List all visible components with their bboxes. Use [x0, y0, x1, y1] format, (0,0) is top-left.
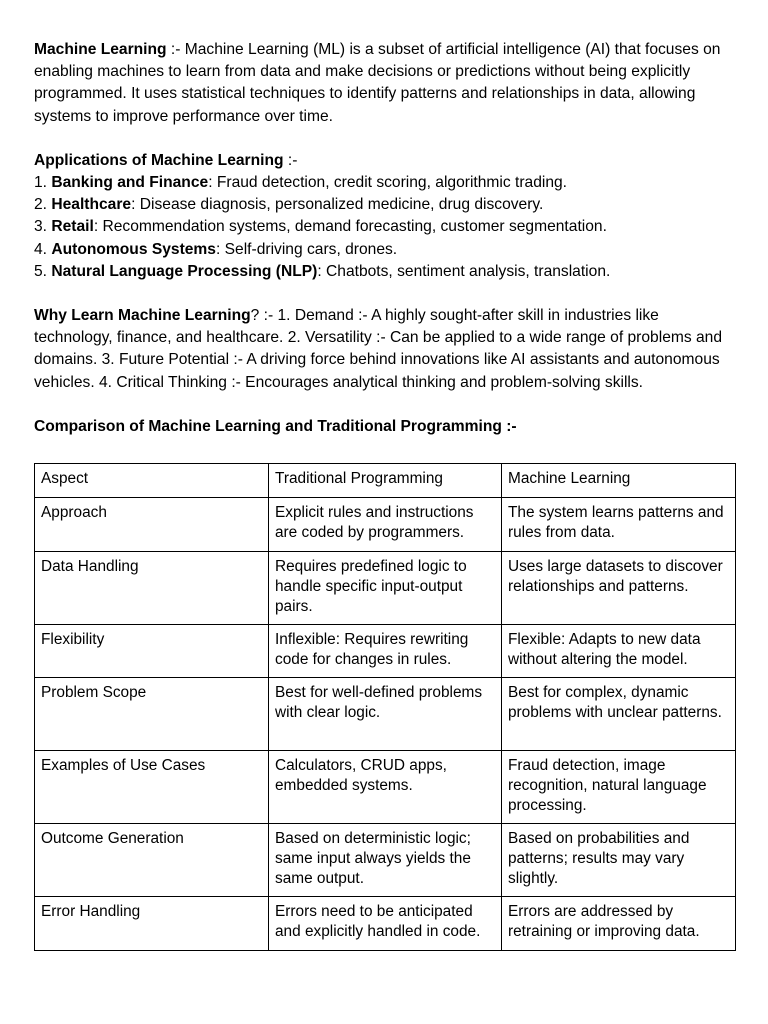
table-row: [35, 897, 736, 951]
list-item-term: Natural Language Processing (NLP): [51, 262, 318, 280]
table-row: [35, 824, 736, 897]
list-item-number: 1.: [34, 174, 52, 192]
why-heading: Why Learn Machine Learning: [34, 307, 251, 325]
table-cell: Examples of Use Cases: [35, 751, 269, 824]
table-cell: Based on probabilities and patterns; results may vary slightly.: [502, 824, 736, 897]
table-cell: Approach: [35, 498, 269, 552]
table-cell: Data Handling: [35, 552, 269, 625]
table-cell: Errors are addressed by retraining or improving data.: [502, 897, 736, 951]
list-item-number: 4.: [34, 240, 52, 258]
table-cell: Uses large datasets to discover relationships and patterns.: [502, 552, 736, 625]
table-cell: Calculators, CRUD apps, embedded systems.: [269, 751, 502, 824]
list-item-term: Retail: [51, 218, 94, 236]
list-item-number: 3.: [34, 218, 52, 236]
table-header-cell: Aspect: [35, 464, 269, 498]
list-item: [34, 261, 736, 283]
table-row: [35, 498, 736, 552]
list-item-description: : Self-driving cars, drones.: [215, 240, 398, 258]
comparison-heading-text: Comparison of Machine Learning and Traditional Programming :-: [34, 417, 517, 435]
list-item-description: : Disease diagnosis, personalized medicine, drug discovery.: [131, 196, 544, 214]
table-header-row: [35, 464, 736, 498]
table-cell: The system learns patterns and rules from data.: [502, 498, 736, 552]
table-cell: Flexible: Adapts to new data without altering the model.: [502, 625, 736, 678]
comparison-table: [34, 463, 736, 951]
intro-term: Machine Learning: [34, 41, 167, 58]
table-header-cell: Machine Learning: [502, 464, 736, 498]
list-item: [34, 172, 736, 194]
list-item-description: : Chatbots, sentiment analysis, translation.: [317, 262, 611, 280]
list-item: [34, 194, 736, 216]
table-cell: Errors need to be anticipated and explicitly handled in code.: [269, 897, 502, 951]
table-row: [35, 751, 736, 824]
intro-text: :- Machine Learning (ML) is a subset of artificial intelligence (AI) that focuses on enabling machines to learn from data and make decisions or predictions without being explicitly programmed. It uses statistical techniques to identify patterns and relationships in data, allowing systems to improve performance over time.: [34, 41, 721, 125]
table-header-cell: Traditional Programming: [269, 464, 502, 498]
applications-heading-suffix: :-: [283, 151, 298, 169]
list-item-description: : Recommendation systems, demand forecasting, customer segmentation.: [93, 218, 607, 236]
applications-heading: [34, 150, 736, 172]
document-page: [34, 39, 736, 951]
intro-paragraph: [34, 39, 736, 128]
list-item-term: Autonomous Systems: [51, 240, 216, 258]
list-item-description: : Fraud detection, credit scoring, algorithmic trading.: [208, 174, 568, 192]
why-text: ? :- 1. Demand :- A highly sought-after skill in industries like technology, finance, and healthcare. 2. Versatility :- Can be applied to a wide range of problems and domains. 3. Future Potential :- A driving force behind innovations like AI assistants and autonomous vehicles. 4. Critical Thinking :- Encourages analytical thinking and problem-solving skills.: [34, 307, 722, 391]
table-cell: Best for well-defined problems with clear logic.: [269, 678, 502, 751]
list-item-term: Healthcare: [51, 196, 132, 214]
table-cell: Outcome Generation: [35, 824, 269, 897]
list-item-term: Banking and Finance: [51, 174, 209, 192]
comparison-heading: [34, 416, 736, 438]
table-row: [35, 552, 736, 625]
table-cell: Inflexible: Requires rewriting code for changes in rules.: [269, 625, 502, 678]
list-item: [34, 239, 736, 261]
table-row: [35, 678, 736, 751]
table-cell: Explicit rules and instructions are coded by programmers.: [269, 498, 502, 552]
table-cell: Problem Scope: [35, 678, 269, 751]
table-row: [35, 625, 736, 678]
list-item-number: 2.: [34, 196, 52, 214]
list-item: [34, 216, 736, 238]
table-cell: Fraud detection, image recognition, natural language processing.: [502, 751, 736, 824]
why-paragraph: [34, 305, 736, 394]
table-cell: Error Handling: [35, 897, 269, 951]
table-cell: Based on deterministic logic; same input always yields the same output.: [269, 824, 502, 897]
list-item-number: 5.: [34, 262, 52, 280]
table-cell: Requires predefined logic to handle specific input-output pairs.: [269, 552, 502, 625]
table-cell: Best for complex, dynamic problems with unclear patterns.: [502, 678, 736, 751]
table-cell: Flexibility: [35, 625, 269, 678]
applications-heading-text: Applications of Machine Learning: [34, 151, 284, 169]
